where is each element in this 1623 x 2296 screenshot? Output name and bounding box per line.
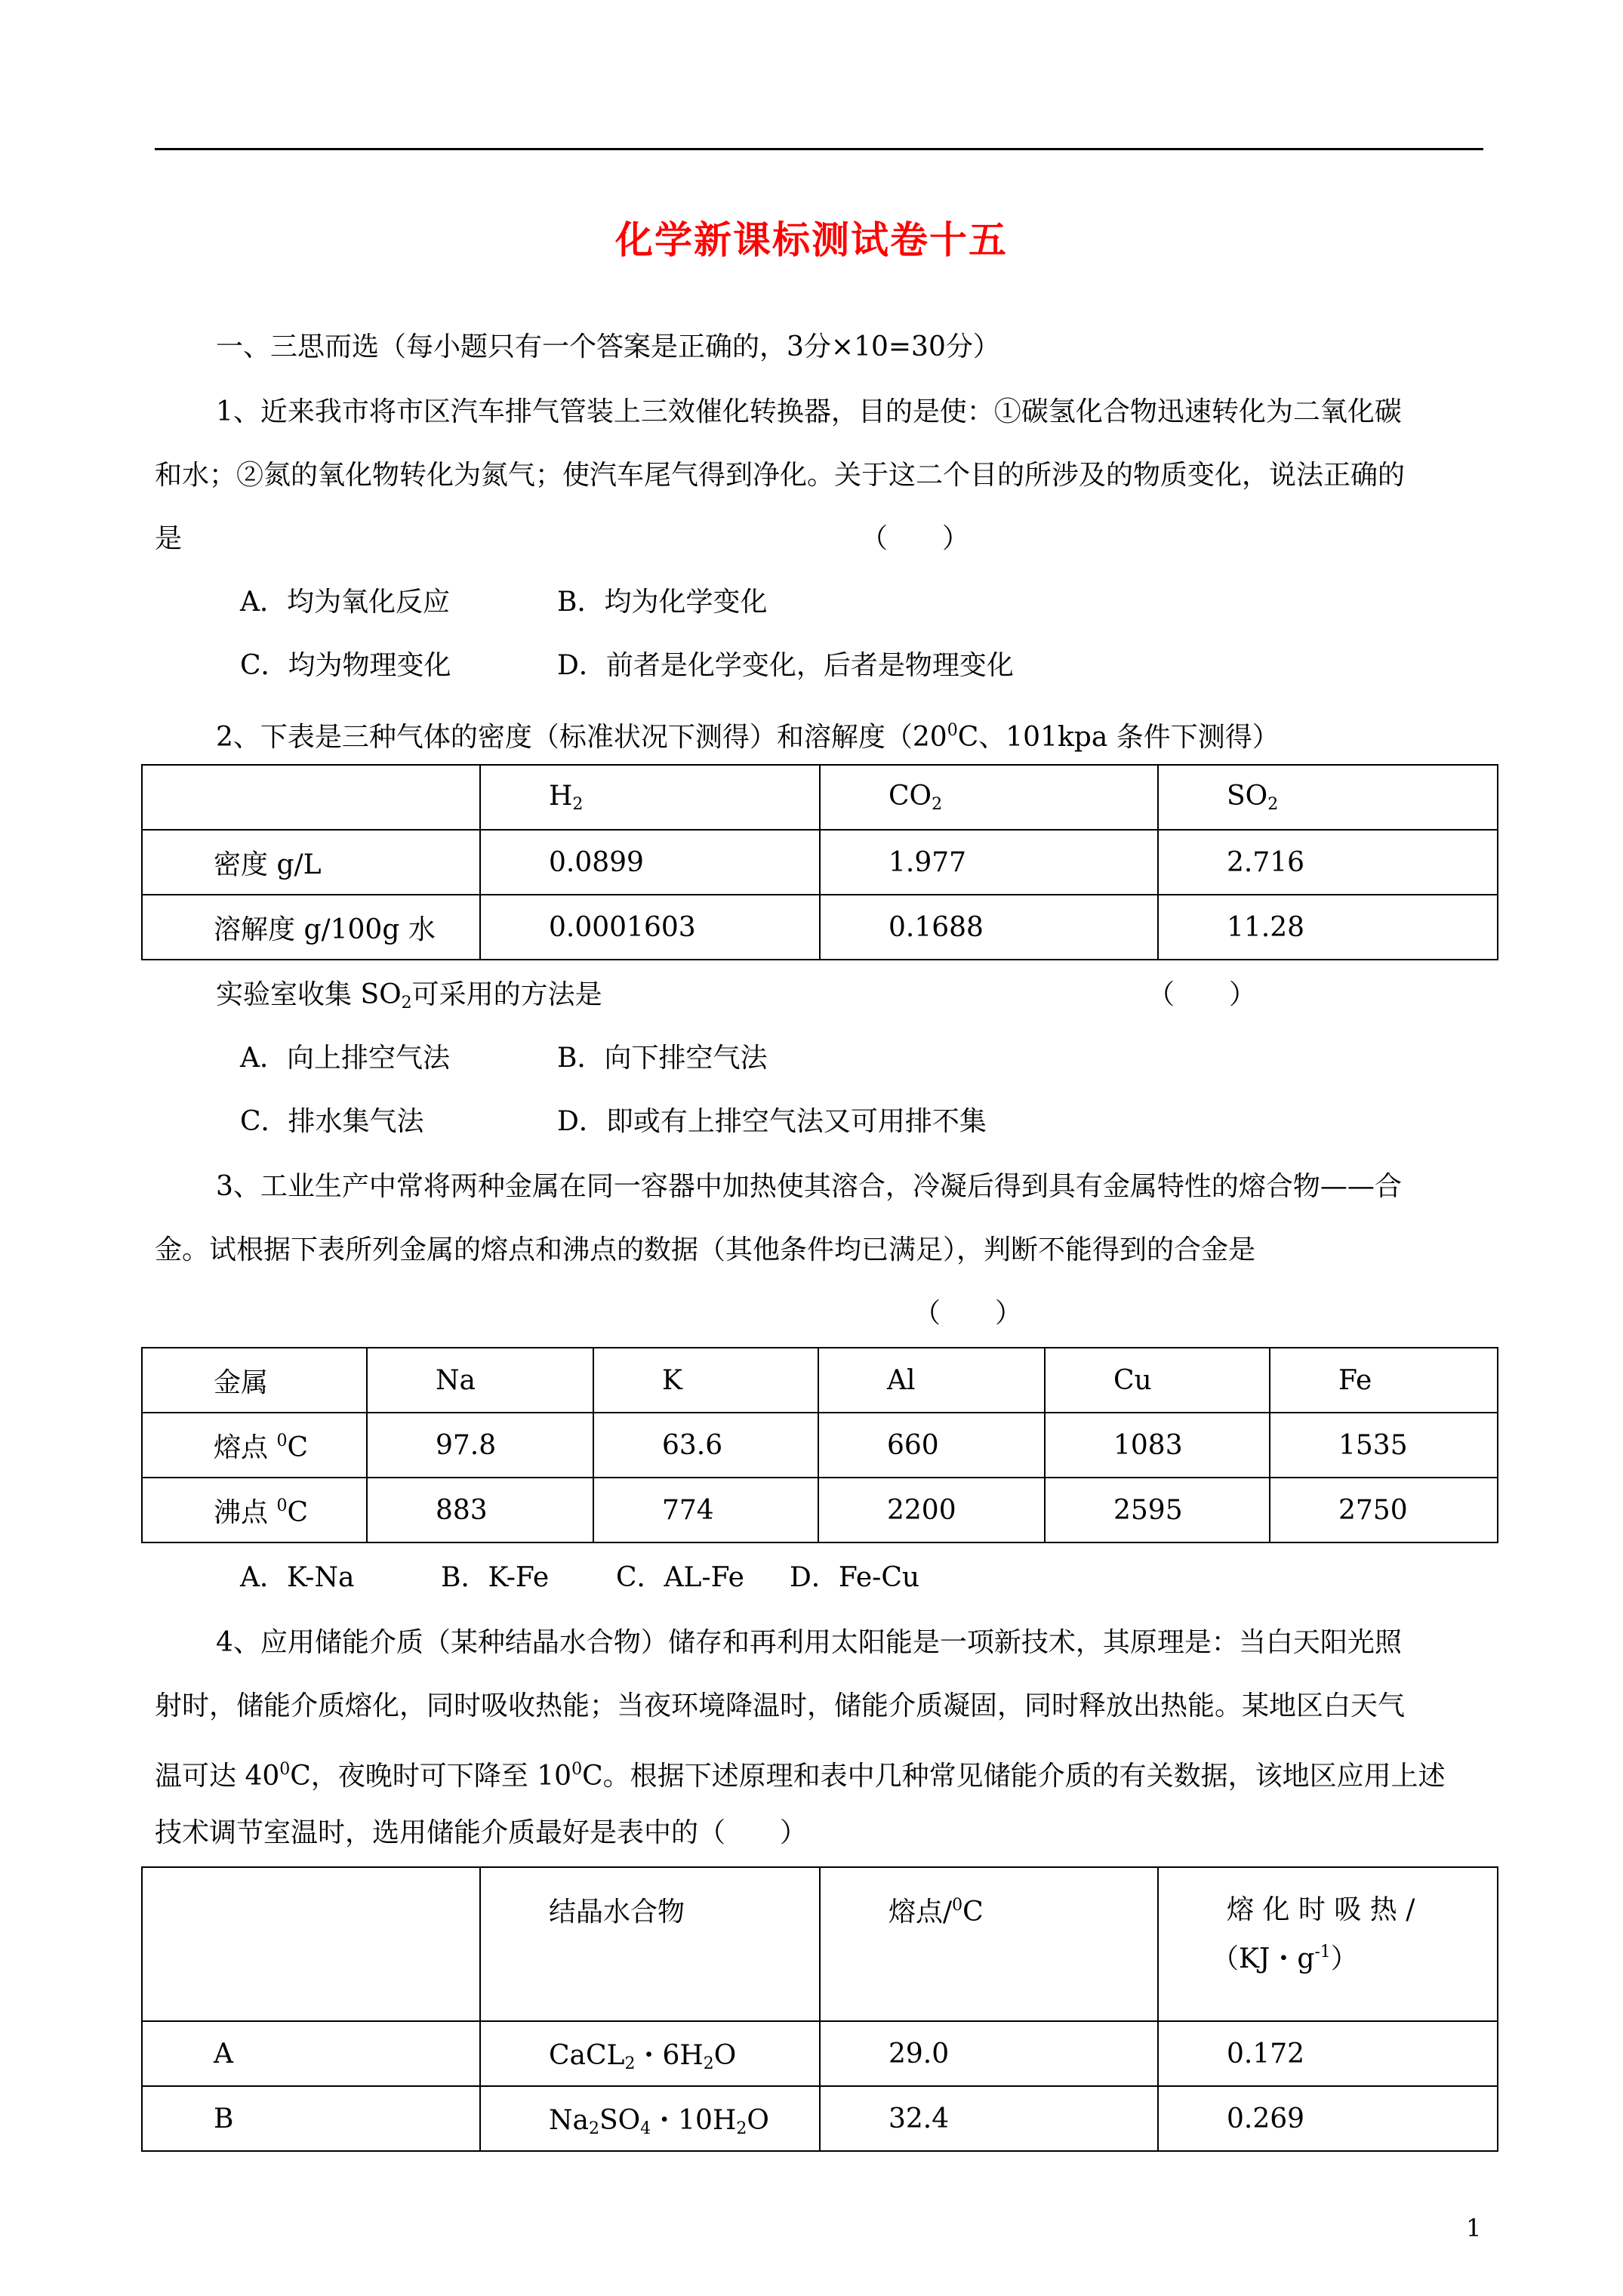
table-cell: 0.0001603 xyxy=(480,895,820,960)
table-cell: Al xyxy=(818,1348,1045,1413)
table-cell: 774 xyxy=(593,1478,818,1542)
table-cell: 2595 xyxy=(1045,1478,1270,1542)
section-heading: 一、三思而选（每小题只有一个答案是正确的，3分×10=30分） xyxy=(216,331,1000,362)
q1-option-c: C．均为物理变化 xyxy=(240,650,451,681)
q1-answer-paren: （ ） xyxy=(861,523,970,554)
table-cell: 660 xyxy=(818,1413,1045,1478)
q1-option-b: B．均为化学变化 xyxy=(557,587,768,618)
q1-line-2: 和水；②氮的氧化物转化为氮气；使汽车尾气得到净化。关于这二个目的所涉及的物质变化，说法正确的 xyxy=(155,460,1406,491)
q3-line-1: 3、工业生产中常将两种金属在同一容器中加热使其溶合，冷凝后得到具有金属特性的熔合物——合 xyxy=(216,1171,1402,1202)
table-cell: 2.716 xyxy=(1158,830,1498,895)
q1-option-d: D．前者是化学变化，后者是物理变化 xyxy=(557,650,1014,681)
table-cell xyxy=(142,765,480,830)
table-cell: 金属 xyxy=(142,1348,367,1413)
metal-table xyxy=(141,1347,1498,1543)
q3-option-c: C．AL-Fe xyxy=(616,1562,744,1593)
q2-option-d: D．即或有上排空气法又可用排不集 xyxy=(557,1106,987,1137)
q1-line-1: 1、近来我市将市区汽车排气管装上三效催化转换器，目的是使：①碳氢化合物迅速转化为二氧化碳 xyxy=(216,396,1402,427)
table-row xyxy=(142,2021,1498,2086)
q4-line-1: 4、应用储能介质（某种结晶水合物）储存和再利用太阳能是一项新技术，其原理是：当白天阳光照 xyxy=(216,1627,1402,1658)
storage-medium-table xyxy=(141,1866,1498,2152)
table-cell: K xyxy=(593,1348,818,1413)
table-cell: 熔点/$^0$C xyxy=(820,1867,1158,2021)
q2-question: 实验室收集 $SO_2$可采用的方法是 xyxy=(216,979,602,1012)
table-row xyxy=(142,1867,1498,2021)
table-cell: B xyxy=(142,2086,480,2151)
gas-table xyxy=(141,764,1498,960)
q2-answer-paren: （ ） xyxy=(1147,979,1257,1010)
table-row xyxy=(142,895,1498,960)
table-cell: 密度 g/L xyxy=(142,830,480,895)
page-number: 1 xyxy=(1466,2214,1482,2242)
table-cell: 熔 化 时 吸 热 / （KJ・$g^{-1}$） xyxy=(1158,1867,1498,2021)
table-header-h2: $H_2$ xyxy=(480,765,820,830)
table-cell: Na xyxy=(367,1348,593,1413)
table-cell: 2200 xyxy=(818,1478,1045,1542)
table-cell: $Na_2SO_4$・$10H_2O$ xyxy=(480,2086,820,2151)
q2-option-a: A．向上排空气法 xyxy=(240,1043,450,1074)
q3-option-d: D．Fe-Cu xyxy=(790,1562,920,1593)
table-cell: 0.0899 xyxy=(480,830,820,895)
q2-intro: 2、下表是三种气体的密度（标准状况下测得）和溶解度（$20^0C$、101kpa 条件下测得） xyxy=(216,721,1280,753)
table-cell: 97.8 xyxy=(367,1413,593,1478)
table-cell: 32.4 xyxy=(820,2086,1158,2151)
table-cell: 883 xyxy=(367,1478,593,1542)
table-cell: 溶解度 g/100g 水 xyxy=(142,895,480,960)
header-rule xyxy=(155,148,1483,150)
q3-option-b: B．K-Fe xyxy=(441,1562,550,1593)
q2-option-b: B．向下排空气法 xyxy=(557,1043,768,1074)
table-cell: Fe xyxy=(1270,1348,1498,1413)
table-header-co2: $CO_2$ xyxy=(820,765,1158,830)
table-cell: 29.0 xyxy=(820,2021,1158,2086)
table-row xyxy=(142,1413,1498,1478)
q3-answer-paren: （ ） xyxy=(913,1298,1023,1329)
table-cell: 1083 xyxy=(1045,1413,1270,1478)
table-cell: 1535 xyxy=(1270,1413,1498,1478)
table-cell: A xyxy=(142,2021,480,2086)
q1-line-3: 是 xyxy=(155,523,183,554)
q1-option-a: A．均为氧化反应 xyxy=(240,587,450,618)
q4-line-3: 温可达 $40^0C$，夜晚时可下降至 $10^0C$。根据下述原理和表中几种常见储能介质的有关数据，该地区应用上述 xyxy=(155,1760,1446,1792)
q4-line-4: 技术调节室温时，选用储能介质最好是表中的（ ） xyxy=(155,1817,808,1848)
table-row xyxy=(142,765,1498,830)
q4-line-2: 射时，储能介质熔化，同时吸收热能；当夜环境降温时，储能介质凝固，同时释放出热能。某地区白天气 xyxy=(155,1690,1406,1721)
table-cell: 1.977 xyxy=(820,830,1158,895)
table-cell: Cu xyxy=(1045,1348,1270,1413)
table-cell: 11.28 xyxy=(1158,895,1498,960)
table-cell: 沸点 $^0$C xyxy=(142,1478,367,1542)
table-row xyxy=(142,2086,1498,2151)
table-cell: 0.172 xyxy=(1158,2021,1498,2086)
table-cell: CaCL$_2$・$6H_2O$ xyxy=(480,2021,820,2086)
q2-option-c: C．排水集气法 xyxy=(240,1106,424,1137)
table-row xyxy=(142,1478,1498,1542)
table-cell: 2750 xyxy=(1270,1478,1498,1542)
table-cell: 0.1688 xyxy=(820,895,1158,960)
table-row xyxy=(142,1348,1498,1413)
table-row xyxy=(142,830,1498,895)
page-title: 化学新课标测试卷十五 xyxy=(615,217,1008,262)
table-cell: 63.6 xyxy=(593,1413,818,1478)
table-cell: 0.269 xyxy=(1158,2086,1498,2151)
table-cell: 结晶水合物 xyxy=(480,1867,820,2021)
q3-line-2: 金。试根据下表所列金属的熔点和沸点的数据（其他条件均已满足），判断不能得到的合金是 xyxy=(155,1234,1256,1265)
table-cell: 熔点 $^0$C xyxy=(142,1413,367,1478)
table-header-so2: $SO_2$ xyxy=(1158,765,1498,830)
q3-option-a: A．K-Na xyxy=(240,1562,355,1593)
table-cell xyxy=(142,1867,480,2021)
